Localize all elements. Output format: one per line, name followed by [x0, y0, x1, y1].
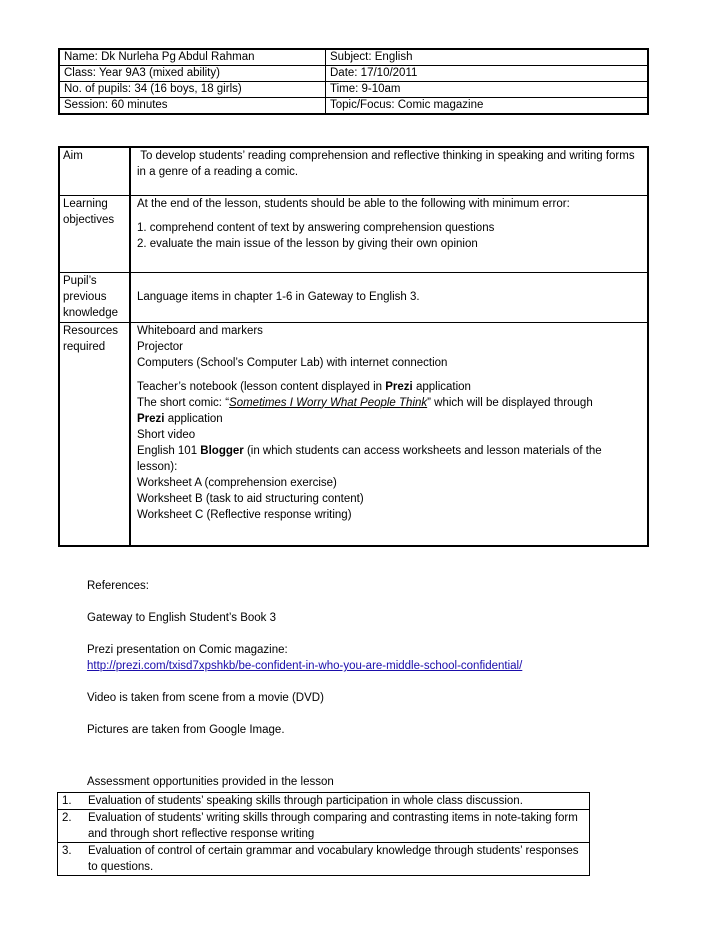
objective-item: 2. evaluate the main issue of the lesson by giving their own opinion [137, 237, 478, 250]
worksheet-item: Worksheet C (Reflective response writing) [137, 508, 352, 521]
blog-pre: English 101 [137, 444, 201, 457]
assessment-title: Assessment opportunities provided in the lesson [87, 776, 334, 788]
resource-blog [137, 443, 641, 475]
subject: Subject: English [326, 49, 649, 66]
lesson-header-table [58, 48, 649, 115]
objectives-label-line1: Learning [63, 197, 108, 210]
references-section [87, 578, 647, 738]
resource-notebook [137, 379, 641, 395]
resource-item: Whiteboard and markers [137, 324, 263, 337]
resource-video: Short video [137, 428, 196, 441]
assessment-text: Evaluation of students’ speaking skills through participation in whole class discussion. [84, 793, 590, 810]
class-info: Class: Year 9A3 (mixed ability) [59, 66, 326, 82]
reference-video: Video is taken from scene from a movie (DVD) [87, 692, 324, 704]
assessment-num: 3. [58, 843, 85, 876]
objectives-content [130, 195, 648, 272]
objective-item: 1. comprehend content of text by answering comprehension questions [137, 221, 495, 234]
assessment-text: Evaluation of students’ writing skills through comparing and contrasting items in note-taking form and through short reflective response writing [84, 810, 590, 843]
resource-comic [137, 395, 641, 411]
reference-prezi-link[interactable]: http://prezi.com/txisd7xpshkb/be-confident-in-who-you-are-middle-school-confidential/ [87, 660, 523, 672]
reference-prezi-label: Prezi presentation on Comic magazine: [87, 644, 288, 656]
objectives-label-line2: objectives [63, 213, 115, 226]
time: Time: 9-10am [326, 82, 649, 98]
pk-label-line3: knowledge [63, 306, 118, 319]
pupil-count: No. of pupils: 34 (16 boys, 18 girls) [59, 82, 326, 98]
resources-content [130, 322, 648, 546]
session-length: Session: 60 minutes [59, 98, 326, 115]
resource-item: Projector [137, 340, 184, 353]
objectives-intro: At the end of the lesson, students should be able to the following with minimum error: [137, 197, 570, 210]
comic-title: Sometimes I Worry What People Think [229, 396, 428, 409]
aim-label: Aim [59, 147, 130, 195]
notebook-pre: Teacher’s notebook (lesson content displayed in [137, 380, 386, 393]
resources-label-line1: Resources [63, 324, 118, 337]
assessment-num: 1. [58, 793, 85, 810]
resources-label [59, 322, 130, 546]
assessment-table [57, 792, 590, 876]
prezi-post: application [164, 412, 223, 425]
date: Date: 17/10/2011 [326, 66, 649, 82]
previous-knowledge-label [59, 272, 130, 322]
notebook-post: application [412, 380, 471, 393]
assessment-text: Evaluation of control of certain grammar and vocabulary knowledge through students’ responses to questions. [84, 843, 590, 876]
comic-post: ” which will be displayed through [427, 396, 593, 409]
pk-label-line1: Pupil’s [63, 274, 97, 287]
topic: Topic/Focus: Comic magazine [326, 98, 649, 115]
reference-book: Gateway to English Student’s Book 3 [87, 612, 277, 624]
worksheet-item: Worksheet A (comprehension exercise) [137, 476, 337, 489]
teacher-name: Name: Dk Nurleha Pg Abdul Rahman [59, 49, 326, 66]
resource-prezi [137, 411, 641, 427]
aim-text: To develop students’ reading comprehension and reflective thinking in speaking and writing forms in a genre of a reading a comic. [130, 147, 648, 195]
blog-bold: Blogger [200, 444, 244, 457]
comic-pre: The short comic: “ [137, 396, 230, 409]
references-title: References: [87, 580, 150, 592]
previous-knowledge-text: Language items in chapter 1-6 in Gateway to English 3. [137, 291, 420, 303]
assessment-num: 2. [58, 810, 85, 843]
worksheet-item: Worksheet B (task to aid structuring content) [137, 492, 364, 505]
objectives-label [59, 195, 130, 272]
blog-post: (in which students can access worksheets and lesson materials of the lesson): [137, 444, 602, 473]
resource-item: Computers (School’s Computer Lab) with internet connection [137, 356, 448, 369]
reference-pictures: Pictures are taken from Google Image. [87, 724, 285, 736]
notebook-prezi: Prezi [385, 380, 413, 393]
pk-label-line2: previous [63, 290, 107, 303]
resources-label-line2: required [63, 340, 106, 353]
previous-knowledge-content [130, 272, 648, 322]
prezi-bold: Prezi [137, 412, 165, 425]
lesson-plan-table [58, 146, 649, 547]
